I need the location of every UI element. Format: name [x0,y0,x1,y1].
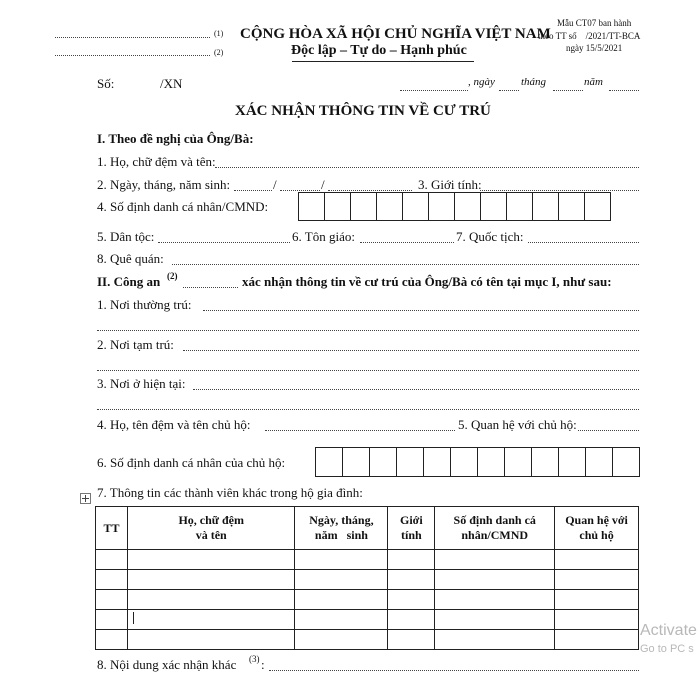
table-cell[interactable] [388,590,435,610]
table-cell[interactable] [127,630,295,650]
section-1-heading: I. Theo đề nghị của Ông/Bà: [97,131,254,146]
form-info-1: Mẫu CT07 ban hành [557,18,632,28]
household-head-line [265,430,455,431]
table-cell[interactable] [555,590,639,610]
nationality-label: 7. Quốc tịch: [456,229,524,244]
ethnicity-line [158,242,290,243]
document-title: XÁC NHẬN THÔNG TIN VỀ CƯ TRÚ [235,103,491,119]
table-cell[interactable] [435,630,555,650]
id-digit-box[interactable] [377,193,403,220]
other-content-colon: : [261,657,265,672]
table-cell[interactable] [127,550,295,570]
hometown-line [172,264,639,265]
org-line-2 [55,55,210,56]
full-name-label: 1. Họ, chữ đệm và tên: [97,154,216,169]
head-id-digit-box[interactable] [559,448,586,476]
table-cell[interactable] [96,590,128,610]
day-line [499,90,519,91]
id-digit-box[interactable] [429,193,455,220]
members-label: 7. Thông tin các thành viên khác trong hộ gia đình: [97,485,363,500]
id-number-boxes[interactable] [298,192,611,221]
table-cell[interactable] [96,570,128,590]
table-cell[interactable] [388,630,435,650]
table-cell[interactable] [435,590,555,610]
date-nam: năm [584,76,603,88]
col-header-relation: Quan hệ với chủ hộ [555,507,639,550]
org-note-2: (2) [214,48,224,57]
motto-underline [292,61,474,62]
section-2-sup: (2) [167,271,178,281]
table-cell[interactable] [555,570,639,590]
id-digit-box[interactable] [533,193,559,220]
table-cell[interactable] [435,610,555,630]
temporary-line-1 [183,350,639,351]
table-cell[interactable] [388,570,435,590]
table-cell[interactable] [295,610,388,630]
temporary-residence-label: 2. Nơi tạm trú: [97,337,174,352]
country-heading: CỘNG HÒA XÃ HỘI CHỦ NGHĨA VIỆT NAM [240,26,551,42]
relation-label: 5. Quan hệ với chủ hộ: [458,417,577,432]
so-label: Số: [97,76,115,91]
id-digit-box[interactable] [507,193,533,220]
head-id-digit-box[interactable] [424,448,451,476]
move-handle-icon[interactable] [80,493,91,504]
permanent-residence-label: 1. Nơi thường trú: [97,297,192,312]
gender-line [480,190,639,191]
relation-line [578,430,639,431]
household-head-label: 4. Họ, tên đệm và tên chủ hộ: [97,417,251,432]
head-id-digit-box[interactable] [316,448,343,476]
col-header-name: Họ, chữ đệm và tên [127,507,295,550]
date-ngay: , ngày [468,76,495,88]
head-id-digit-box[interactable] [397,448,424,476]
col-header-id: Số định danh cá nhân/CMND [435,507,555,550]
table-cell[interactable] [127,590,295,610]
id-digit-box[interactable] [351,193,377,220]
org-line-1 [55,37,210,38]
head-id-digit-box[interactable] [343,448,370,476]
table-row [96,590,639,610]
gender-label: 3. Giới tính: [418,177,482,192]
text-cursor [133,612,134,624]
so-suffix: /XN [160,76,183,91]
head-id-label: 6. Số định danh cá nhân của chủ hộ: [97,455,286,470]
col-header-tt: TT [96,507,128,550]
table-cell[interactable] [96,610,128,630]
table-row [96,610,639,630]
table-cell[interactable] [435,550,555,570]
activate-watermark: Activate [640,622,697,639]
head-id-digit-box[interactable] [478,448,505,476]
table-cell[interactable] [96,630,128,650]
full-name-line [215,167,639,168]
head-id-digit-box[interactable] [505,448,532,476]
current-residence-label: 3. Nơi ở hiện tại: [97,376,186,391]
table-row [96,630,639,650]
form-info-3: ngày 15/5/2021 [566,43,623,53]
place-line [400,90,468,91]
org-note-1: (1) [214,29,224,38]
id-number-label: 4. Số định danh cá nhân/CMND: [97,199,269,214]
table-row [96,570,639,590]
religion-label: 6. Tôn giáo: [292,229,355,244]
activate-watermark-sub: Go to PC s [640,643,694,655]
head-id-digit-box[interactable] [586,448,613,476]
other-content-line [269,670,639,671]
head-id-digit-box[interactable] [451,448,478,476]
id-digit-box[interactable] [481,193,507,220]
temporary-line-2 [97,370,639,371]
date-thang: tháng [521,76,547,88]
id-digit-box[interactable] [455,193,481,220]
section-2-heading-b: xác nhận thông tin về cư trú của Ông/Bà có tên tại mục I, như sau: [242,274,612,289]
id-digit-box[interactable] [559,193,585,220]
dob-label: 2. Ngày, tháng, năm sinh: [97,177,231,192]
ethnicity-label: 5. Dân tộc: [97,229,155,244]
table-header-row [96,507,639,550]
table-cell[interactable] [127,570,295,590]
current-line-2 [97,409,639,410]
table-cell[interactable] [555,630,639,650]
form-info-2: theo TT số /2021/TT-BCA [538,31,641,41]
permanent-line-1 [203,310,639,311]
table-cell[interactable] [127,610,295,630]
table-cell[interactable] [295,550,388,570]
dob-day-line [234,190,272,191]
id-digit-box[interactable] [403,193,429,220]
nationality-line [528,242,639,243]
motto: Độc lập – Tự do – Hạnh phúc [291,43,467,58]
current-line-1 [193,389,639,390]
dob-slash-2: / [321,177,325,192]
permanent-line-2 [97,330,639,331]
police-unit-line [183,287,238,288]
dob-slash-1: / [273,177,277,192]
year-line [609,90,639,91]
table-cell[interactable] [388,610,435,630]
other-content-sup: (3) [249,654,260,664]
dob-year-line [328,190,412,191]
col-header-dob: Ngày, tháng, năm sinh [295,507,388,550]
id-digit-box[interactable] [325,193,351,220]
id-digit-box[interactable] [585,193,610,220]
table-cell[interactable] [295,570,388,590]
section-2-heading-a: II. Công an [97,274,161,289]
head-id-digit-box[interactable] [613,448,639,476]
table-cell[interactable] [295,590,388,610]
other-content-label: 8. Nội dung xác nhận khác [97,657,237,672]
table-cell[interactable] [295,630,388,650]
head-id-digit-box[interactable] [370,448,397,476]
hometown-label: 8. Quê quán: [97,251,164,266]
table-cell[interactable] [96,550,128,570]
col-header-gender: Giới tính [388,507,435,550]
table-cell[interactable] [388,550,435,570]
religion-line [360,242,454,243]
table-cell[interactable] [555,610,639,630]
dob-month-line [280,190,320,191]
id-digit-box[interactable] [299,193,325,220]
table-cell[interactable] [435,570,555,590]
table-cell[interactable] [555,550,639,570]
month-line [553,90,583,91]
members-table [95,506,639,650]
table-row [96,550,639,570]
head-id-digit-box[interactable] [532,448,559,476]
head-id-boxes[interactable] [315,447,640,477]
